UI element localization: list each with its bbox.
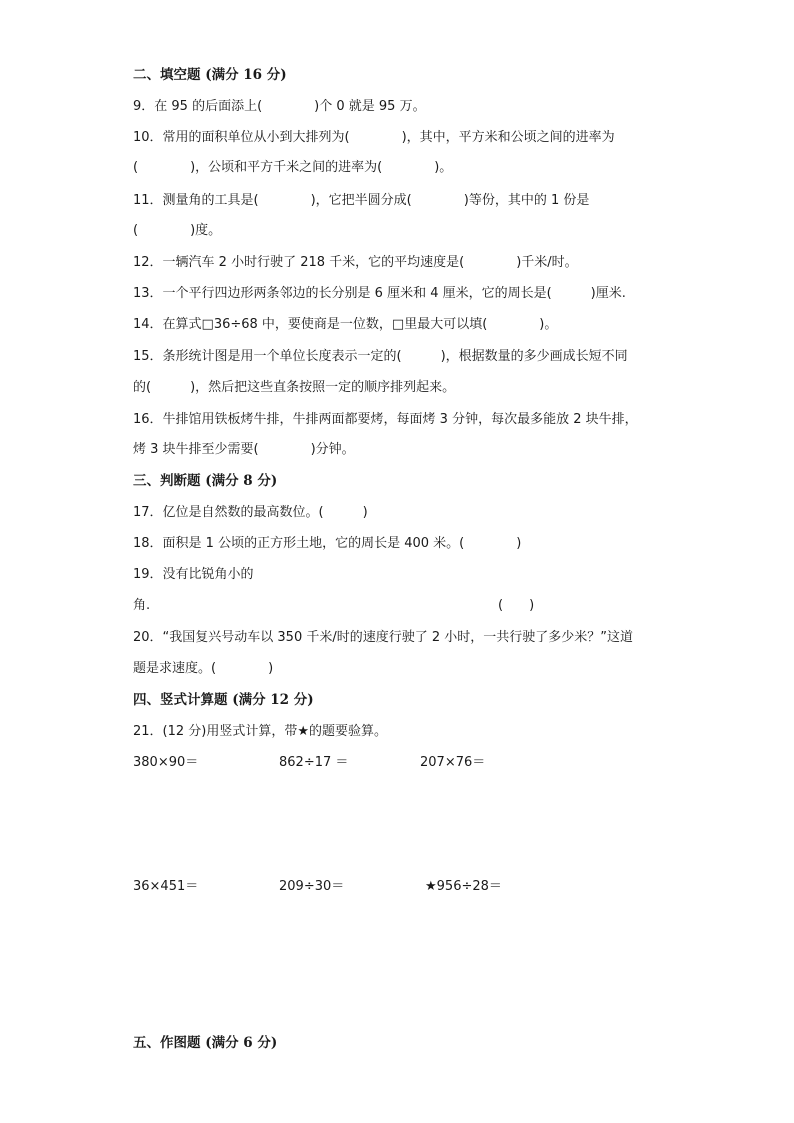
question-21: 21．(12 分)用竖式计算，带★的题要验算。 xyxy=(133,724,388,739)
calculation-5: 209÷30＝ xyxy=(279,879,345,894)
question-14: 14．在算式□36÷68 中，要使商是一位数，□里最大可以填( )。 xyxy=(133,317,558,332)
section-heading-vertical-calculation: 四、竖式计算题 (满分 12 分) xyxy=(133,692,314,708)
question-16-line-1: 16．牛排馆用铁板烤牛排，牛排两面都要烤，每面烤 3 分钟，每次最多能放 2 块牛排， xyxy=(133,412,638,427)
section-heading-fill-in: 二、填空题 (满分 16 分) xyxy=(133,67,287,83)
calculation-4: 36×451＝ xyxy=(133,879,199,894)
question-20-line-1: 20．“我国复兴号动车以 350 千米/时的速度行驶了 2 小时，一共行驶了多少米？”这道 xyxy=(133,630,634,645)
calculation-1: 380×90＝ xyxy=(133,755,199,770)
question-19-line-1: 19．没有比锐角小的 xyxy=(133,567,254,582)
question-19-line-2: 角. xyxy=(133,598,151,613)
calculation-3: 207×76＝ xyxy=(420,755,486,770)
question-15-line-1: 15．条形统计图是用一个单位长度表示一定的( )，根据数量的多少画成长短不同 xyxy=(133,349,628,364)
question-17: 17．亿位是自然数的最高数位。( ) xyxy=(133,505,368,520)
question-10-line-1: 10．常用的面积单位从小到大排列为( )，其中，平方米和公顷之间的进率为 xyxy=(133,130,615,145)
section-heading-true-false: 三、判断题 (满分 8 分) xyxy=(133,473,278,489)
question-13: 13．一个平行四边形两条邻边的长分别是 6 厘米和 4 厘米，它的周长是( )厘米. xyxy=(133,286,626,301)
question-20-line-2: 题是求速度。( ) xyxy=(133,661,274,676)
calculation-6-with-verification: ★956÷28＝ xyxy=(425,879,502,894)
question-19-answer-blank: ( ) xyxy=(498,598,535,613)
question-11-line-1: 11．测量角的工具是( )，它把半圆分成( )等份，其中的 1 份是 xyxy=(133,193,590,208)
question-9: 9．在 95 的后面添上( )个 0 就是 95 万。 xyxy=(133,99,426,114)
question-12: 12．一辆汽车 2 小时行驶了 218 千米，它的平均速度是( )千米/时。 xyxy=(133,255,578,270)
question-18: 18．面积是 1 公顷的正方形土地，它的周长是 400 米。( ) xyxy=(133,536,522,551)
calculation-2: 862÷17 ＝ xyxy=(279,755,349,770)
section-heading-drawing: 五、作图题 (满分 6 分) xyxy=(133,1035,278,1051)
question-15-line-2: 的( )，然后把这些直条按照一定的顺序排列起来。 xyxy=(133,380,456,395)
question-16-line-2: 烤 3 块牛排至少需要( )分钟。 xyxy=(133,442,355,457)
question-10-line-2: ( )，公顷和平方千米之间的进率为( )。 xyxy=(133,160,453,175)
question-11-line-2: ( )度。 xyxy=(133,223,222,238)
